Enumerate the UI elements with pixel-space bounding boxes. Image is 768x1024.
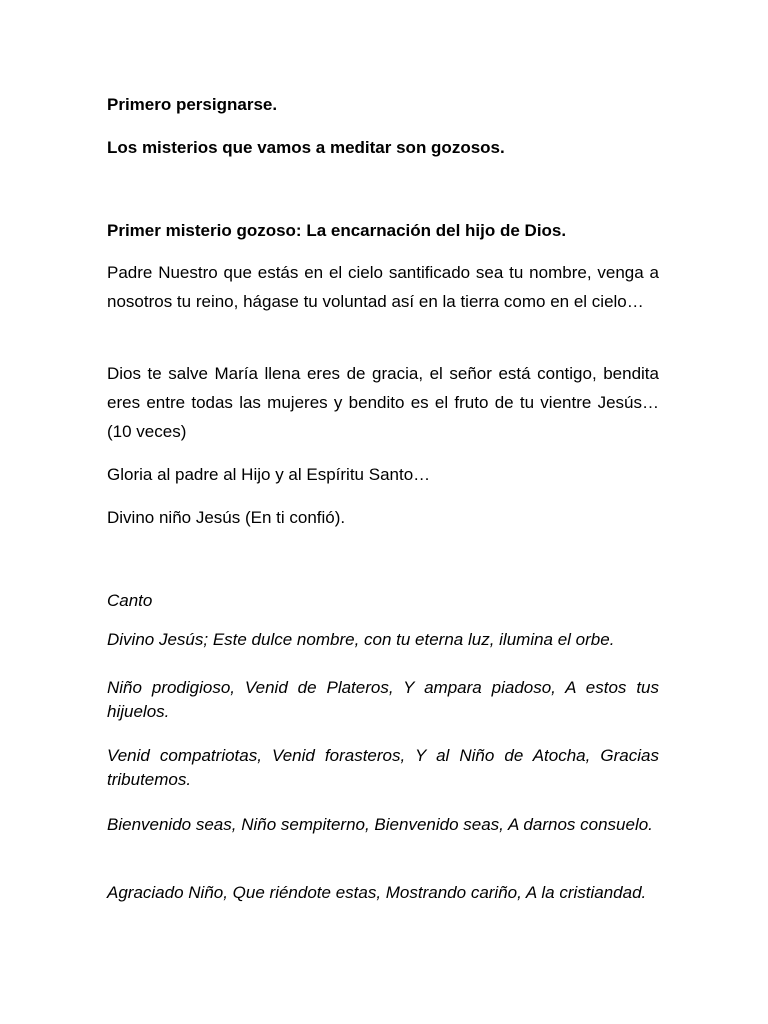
song-verse: Bienvenido seas, Niño sempiterno, Bienvenido seas, A darnos consuelo. xyxy=(107,815,653,834)
song-verse: Divino Jesús; Este dulce nombre, con tu eterna luz, ilumina el orbe. xyxy=(107,630,615,649)
intro-line: Los misterios que vamos a meditar son gozosos. xyxy=(107,138,505,157)
prayer-paragraph: Dios te salve María llena eres de gracia, el señor está contigo, bendita eres entre todas las mujeres y bendito es el fruto de tu vientre Jesús… (10 veces) xyxy=(107,364,659,441)
prayer-paragraph: Padre Nuestro que estás en el cielo santificado sea tu nombre, venga a nosotros tu reino, hágase tu voluntad así en la tierra como en el cielo… xyxy=(107,263,659,311)
song-heading: Canto xyxy=(107,591,153,610)
mystery-title: Primer misterio gozoso: La encarnación del hijo de Dios. xyxy=(107,221,567,240)
intro-line: Primero persignarse. xyxy=(107,95,278,114)
song-verse: Niño prodigioso, Venid de Plateros, Y ampara piadoso, A estos tus hijuelos. xyxy=(107,678,659,721)
song-verse: Agraciado Niño, Que riéndote estas, Mostrando cariño, A la cristiandad. xyxy=(107,883,647,902)
prayer-paragraph: Divino niño Jesús (En ti confió). xyxy=(107,508,346,527)
song-verse: Venid compatriotas, Venid forasteros, Y al Niño de Atocha, Gracias tributemos. xyxy=(107,746,659,789)
prayer-paragraph: Gloria al padre al Hijo y al Espíritu Santo… xyxy=(107,465,431,484)
